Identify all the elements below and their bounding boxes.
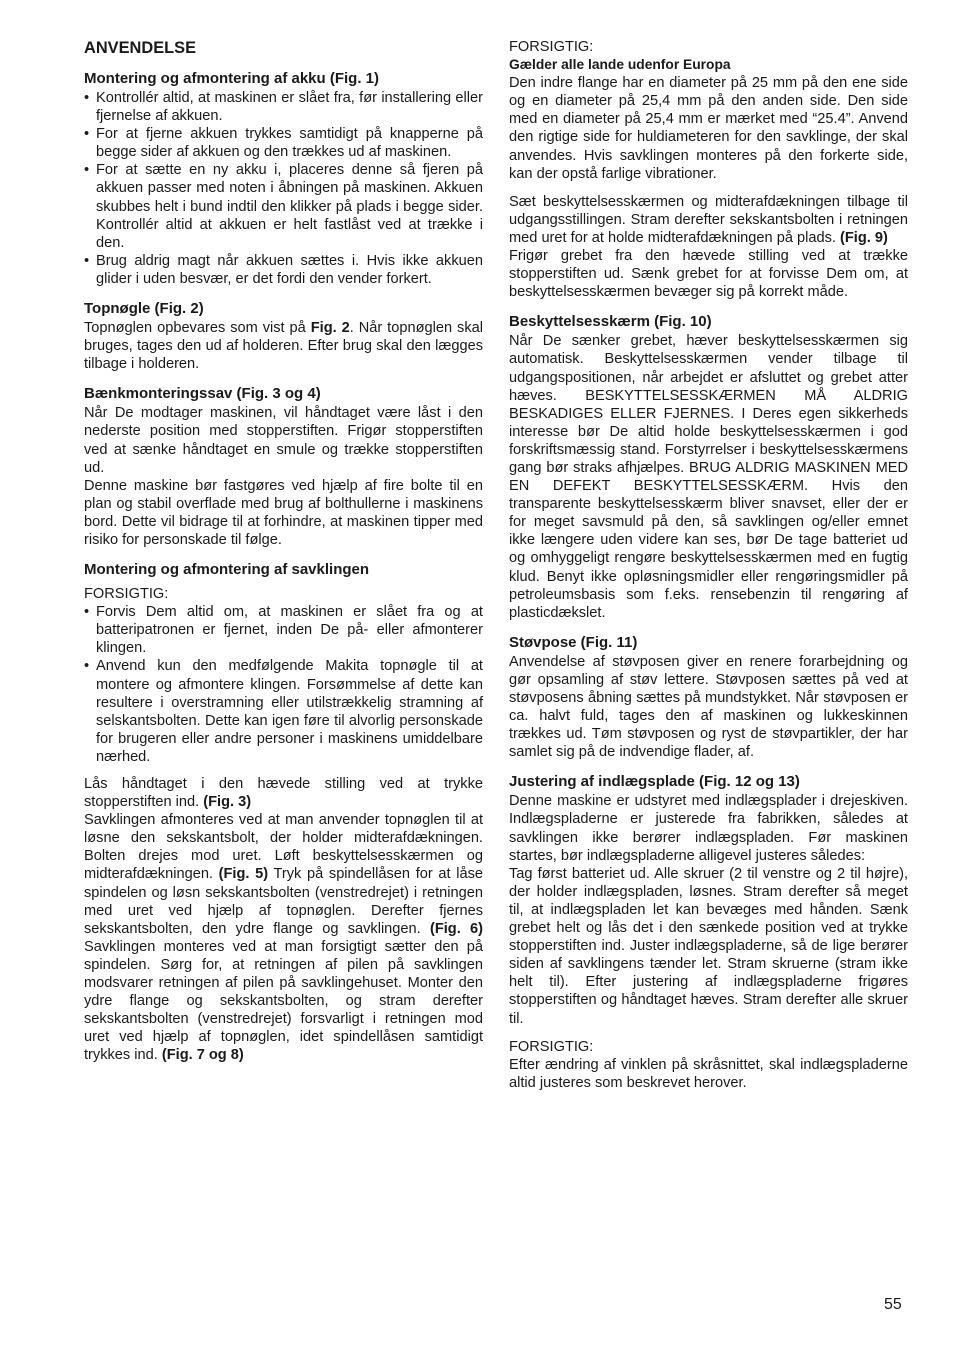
indlaeg-paragraph-2: Tag først batteriet ud. Alle skruer (2 til venstre og 2 til højre), der holder indlægspladen, løsnes. Stram derefter så meget til, at indlægspladen let kan bevæges med hånden. Sænk grebet helt og lås det i den sænkede position ved at trykke stopperstiften ind. Juster indlægspladerne, så de lige berører siden af savklingens tænder let. Stram skruerne (stram ikke helt til). Efter justering af indlægspladerne frigøres stopperstiften og håndtaget hæves. Stram derefter alle skruer til.: [509, 865, 908, 1027]
list-item: • Forvis Dem altid om, at maskinen er slået fra og at batteripatronen er fjernet, inden De på- eller afmonterer klingen.: [84, 603, 483, 657]
savklinge-procedure: [84, 775, 483, 1065]
text-span: Tryk på spindellåsen for at låse spindelen og løsn sekskantsbolten (venstredrejet) i retningen med uret ved hjælp af topnøglen. Derefter fjernes sekskantsbolten, den ydre flange og savklingen.: [84, 866, 483, 937]
topnogle-heading: Topnøgle (Fig. 2): [84, 300, 204, 318]
stovpose-section: [509, 634, 908, 762]
caution-text: Efter ændring af vinklen på skråsnittet, skal indlægspladerne altid justeres som beskrevet herover.: [509, 1056, 908, 1091]
caution-subheading: Gælder alle lande udenfor Europa: [509, 57, 731, 73]
caution-label: FORSIGTIG:: [509, 39, 594, 55]
indlaeg-paragraph-1: Denne maskine er udstyret med indlægsplader i drejeskiven. Indlægspladerne er justerede fra fabrikken, således at savklingen ikke berører indlægspladen. Før maskinen startes, bør indlægspladerne alligevel justeres således:: [509, 793, 908, 864]
caution-label: FORSIGTIG:: [84, 586, 169, 603]
skaerm-heading: Beskyttelsesskærm (Fig. 10): [509, 313, 712, 331]
savklinge-section: [84, 561, 483, 1064]
text-span: Lås håndtaget i den hævede stilling ved at trykke stopperstiften ind.: [84, 776, 483, 811]
section-title: ANVENDELSE: [84, 39, 197, 57]
skaerm-text: Når De sænker grebet, hæver beskyttelsesskærmen sig automatisk. Beskyttelsesskærmen vender tilbage til udgangspositionen, når arbejdet er afsluttet og grebet atter hæves. BESKYTTELSESSKÆRMEN MÅ ALDRIG BESKADIGES ELLER FJERNES. I Deres egen sikkerheds interesse bør De altid holde beskyttelsesskærmen i god forskriftsmæssig stand. Forstyrrelser i beskyttelsesskærmens gang bør straks afhjælpes. BRUG ALDRIG MASKINEN MED EN DEFEKT BESKYTTELSESSKÆRM. Hvis den transparente beskyttelsesskærm bliver snavset, eller der er for meget savsmuld på den, så savklingen og/eller emnet ikke længere uden videre kan ses, bør De tage batteriet ud og omhyggeligt rengøre beskyttelsesskærmen med en fugtig klud. Benyt ikke opløsningsmidler eller rengøringsmidler på petroleumsbasis som f.eks. rensebenzin til rengøring af plasticdækslet.: [509, 333, 908, 621]
baenk-heading: Bænkmonteringssav (Fig. 3 og 4): [84, 385, 321, 403]
text-span: . Når topnøglen skal bruges, tages den ud af holderen. Efter brug skal den lægges tilbage i holderen.: [84, 320, 483, 373]
text-span: Savklingen afmonteres ved at man anvender topnøglen til at løsne den sekskantsbolt, der holder midterafdækningen. Bolten drejes mod uret. Løft beskyttelsesskærmen og midterafdækningen.: [84, 812, 483, 883]
akku-bullet-list: [84, 89, 483, 288]
indlaeg-heading: Justering af indlægsplade (Fig. 12 og 13): [509, 773, 800, 791]
list-item: • For at fjerne akkuen trykkes samtidigt på knapperne på begge sider af akkuen og den trækkes ud af maskinen.: [84, 125, 483, 161]
text-span: Frigør grebet fra den hævede stilling ved at trække stopperstiften ud. Sænk grebet for at forvisse Dem om, at beskyttelsesskærmen bevæger sig på korrekt måde.: [509, 248, 908, 301]
text-span: Savklingen monteres ved at man forsigtigt sætter den på spindelen. Sørg for, at retningen af pilen på savklingen modsvarer retningen af pilen på savklingehuset. Monter den ydre flange og sekskantsbolten, og stram derefter sekskantsbolten (venstredrejet) forsvarligt i retningen mod uret ved hjælp af topnøglen, idet spindellåsen samtidigt trykkes ind.: [84, 938, 483, 1064]
savklinge-heading: Montering og afmontering af savklingen: [84, 561, 370, 579]
caution-label: FORSIGTIG:: [509, 1038, 594, 1055]
fig-ref: (Fig. 7 og 8): [161, 1047, 244, 1064]
akku-section: [84, 70, 483, 288]
flange-text: Den indre flange har en diameter på 25 mm på den ene side og en diameter på 25,4 mm på den anden side. Den side med en diameter på 25,4 mm er mærket med “25.4”. Anvend den rigtige side for huldiameteren for den savklinge, der skal anvendes. Hvis savklingen monteres på den forkerte side, kan der opstå farlige vibrationer.: [509, 75, 908, 182]
left-column: [84, 38, 483, 1075]
topnogle-section: [84, 300, 483, 373]
right-column: [509, 38, 908, 1102]
list-item: • For at sætte en ny akku i, placeres denne så fjeren på akkuen passer med noten i åbningen på maskinen. Akkuen skubbes helt i bund indtil den klikker på plads i begge sider. Kontrollér altid at akkuen er helt fastlåst ved at trække i den.: [84, 161, 483, 251]
stovpose-text: Anvendelse af støvposen giver en renere forarbejdning og gør opsamling af støv lettere. Støvposen sættes på ved at støvposens åbning sættes på mundstykket. Når støvposen er ca. halvt fuld, tages den af maskinen og lukkeskinnen trækkes ud. Tøm støvposen og ryst de støvpartikler, der har samlet sig på de indvendige flader, af.: [509, 653, 908, 761]
fig-ref: (Fig. 9): [840, 229, 888, 246]
list-item: • Anvend kun den medfølgende Makita topnøgle til at montere og afmontere klingen. Forsømmelse af dette kan resultere i overstramning eller utilstrækkelig stramning af selskantsbolten. Dette kan igen føre til alvorlig personskade for brugeren eller andre personer i maskinens umiddelbare nærhed.: [84, 657, 483, 766]
fig-ref: (Fig. 6): [429, 920, 483, 937]
baenk-section: [84, 385, 483, 549]
baenk-paragraph-2: Denne maskine bør fastgøres ved hjælp af fire bolte til en plan og stabil overflade med brug af bolthullerne i maskinens bord. Dette vil bidrage til at forhindre, at maskinen tipper med risiko for personskade til følge.: [84, 477, 483, 548]
fig-ref: (Fig. 5): [218, 866, 269, 883]
stovpose-heading: Støvpose (Fig. 11): [509, 633, 638, 651]
text-span: Sæt beskyttelsesskærmen og midterafdækningen tilbage til udgangsstillingen. Stram derefter sekskantsbolten i retningen med uret for at holde midterafdækningen på plads.: [509, 193, 908, 246]
akku-heading: Montering og afmontering af akku (Fig. 1): [84, 70, 380, 87]
stram-block: [509, 193, 908, 302]
text-span: Topnøglen opbevares som vist på: [84, 320, 311, 337]
skaerm-section: [509, 313, 908, 622]
fig-ref: Fig. 2: [310, 320, 350, 337]
indlaeg-section: [509, 773, 908, 1027]
list-item: • Brug aldrig magt når akkuen sættes i. Hvis ikke akkuen glider i uden besvær, er det fordi den vender forkert.: [84, 252, 483, 288]
fig-ref: (Fig. 3): [203, 794, 252, 811]
caution-block-1: [509, 38, 908, 183]
list-item: • Kontrollér altid, at maskinen er slået fra, før installering eller fjernelse af akkuen.: [84, 89, 483, 125]
caution-block-2: [509, 1038, 908, 1092]
topnogle-text: [84, 319, 483, 373]
stram-text: [509, 193, 908, 302]
savklinge-bullet-list: [84, 603, 483, 766]
page-number: 55: [884, 1296, 902, 1313]
baenk-paragraph-1: Når De modtager maskinen, vil håndtaget være låst i den nederste position med stopperstiften. Frigør stopperstiften ved at sænke håndtaget en smule og trække stopperstiften ud.: [84, 405, 483, 476]
